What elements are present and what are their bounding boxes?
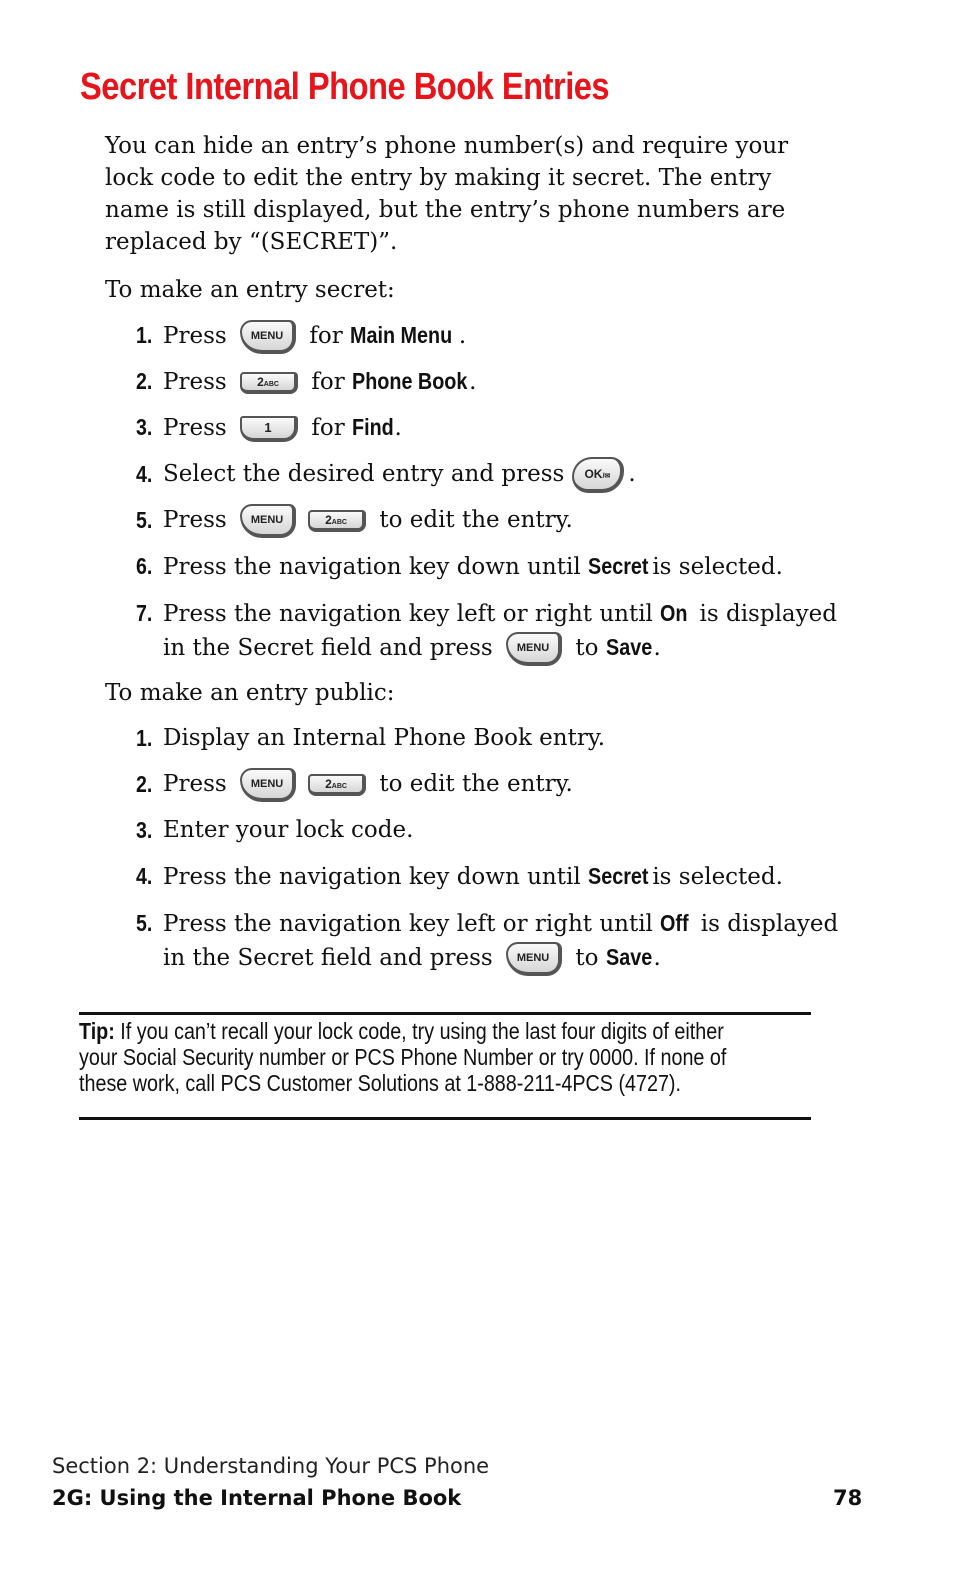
tip-box [79, 1018, 793, 1096]
main-menu-label: Main Menu [350, 322, 453, 348]
step-number: 5. [136, 507, 153, 533]
step-number: 6. [136, 553, 153, 579]
one-key-icon: 1 [240, 416, 298, 442]
menu-key-icon: MENU [506, 632, 562, 666]
make-public-heading: To make an entry public: [105, 680, 395, 706]
footer-chapter: 2G: Using the Internal Phone Book [52, 1486, 462, 1510]
step-number: 4. [136, 863, 153, 889]
phone-book-label: Phone Book [352, 368, 468, 394]
save-label: Save [605, 634, 652, 660]
step-number: 5. [136, 910, 153, 936]
tip-label: Tip: [79, 1018, 115, 1044]
ok-key-icon: OK/✉ [572, 457, 624, 493]
two-key-icon: 2ABC [308, 774, 366, 796]
step-number: 7. [136, 600, 153, 626]
page-title: Secret Internal Phone Book Entries [80, 66, 610, 108]
secret-label: Secret [588, 553, 649, 579]
page-number: 78 [833, 1486, 863, 1510]
step-number: 4. [136, 461, 153, 487]
menu-key-icon: MENU [240, 768, 296, 802]
step-number: 2. [136, 771, 153, 797]
tip-line-1: If you can’t recall your lock code, try using the last four digits of either [120, 1018, 724, 1044]
make-secret-heading: To make an entry secret: [105, 277, 395, 303]
step-number: 1. [136, 725, 153, 751]
step-number: 1. [136, 322, 153, 348]
menu-key-icon: MENU [506, 942, 562, 976]
footer-section: Section 2: Understanding Your PCS Phone [52, 1454, 490, 1478]
on-label: On [660, 600, 688, 626]
off-label: Off [660, 910, 689, 936]
tip-top-rule [79, 1012, 811, 1015]
secret-label: Secret [588, 863, 649, 889]
menu-key-icon: MENU [240, 504, 296, 538]
intro-paragraph: You can hide an entry’s phone number(s) and require your lock code to edit the entry by making it secret. The entry name is still displayed, but the entry’s phone numbers are replaced by “(SECRET)”. [105, 133, 789, 255]
two-key-icon: 2ABC [308, 510, 366, 532]
tip-line-3: these work, call PCS Customer Solutions at 1-888-211-4PCS (4727). [79, 1070, 681, 1096]
save-label: Save [605, 944, 652, 970]
find-label: Find [352, 414, 394, 440]
menu-key-icon: MENU [240, 320, 296, 354]
tip-bottom-rule [79, 1117, 811, 1120]
tip-line-2: your Social Security number or PCS Phone Number or try 0000. If none of [79, 1044, 727, 1070]
two-key-icon: 2ABC [240, 372, 298, 394]
step-number: 2. [136, 368, 153, 394]
step-number: 3. [136, 817, 153, 843]
step-number: 3. [136, 414, 153, 440]
